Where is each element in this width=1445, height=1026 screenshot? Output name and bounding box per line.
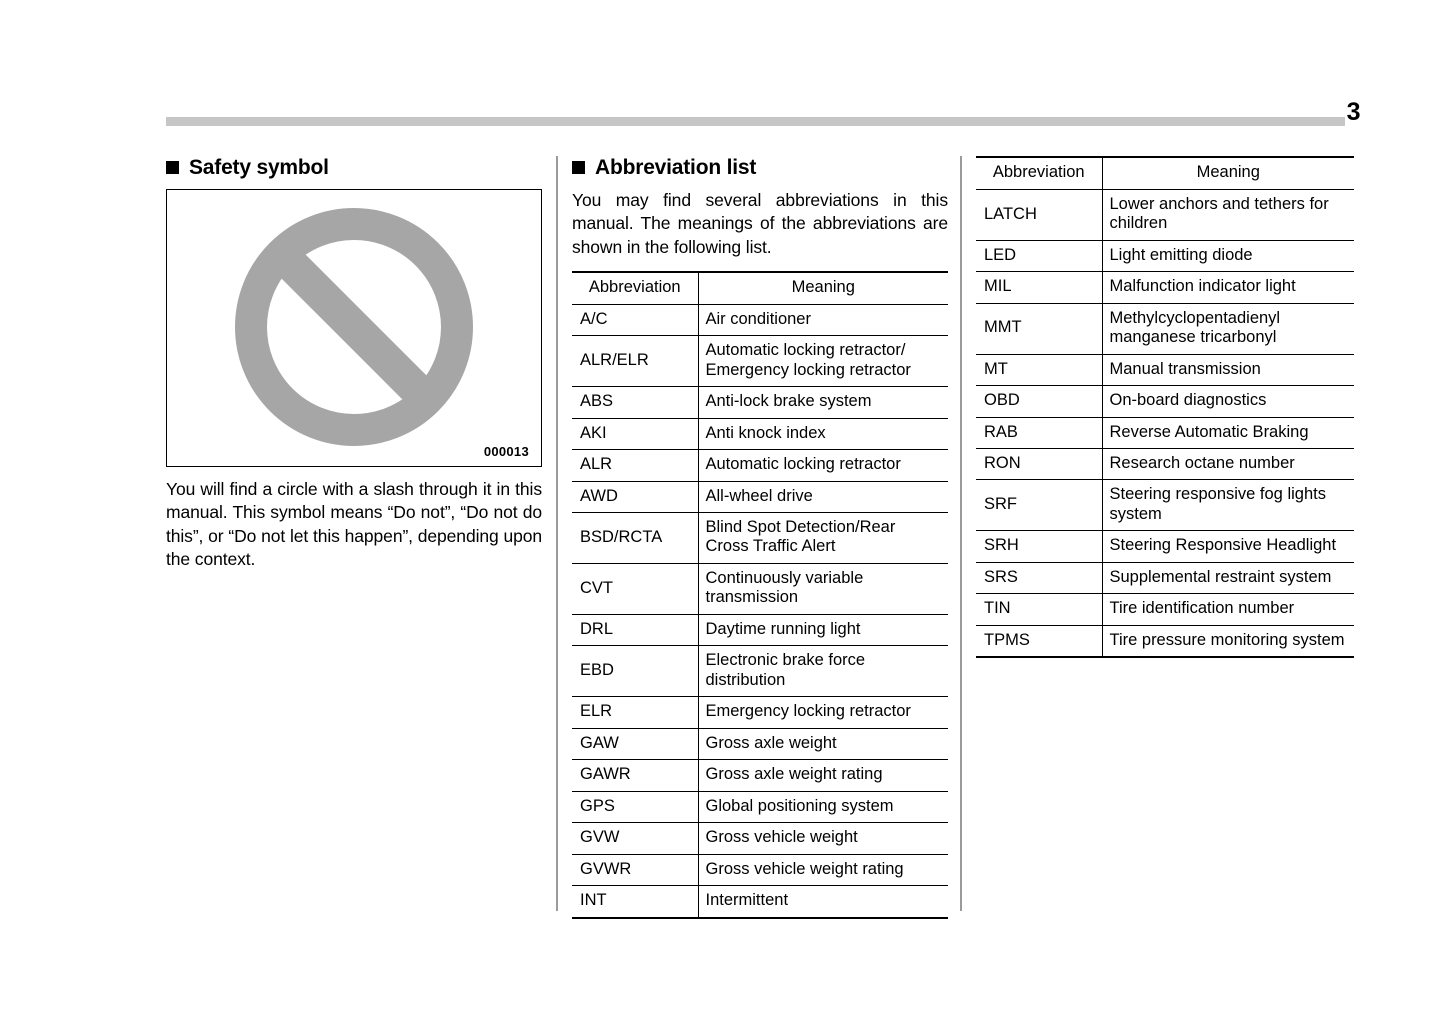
cell-abbreviation: RAB	[976, 417, 1102, 448]
cell-abbreviation: TIN	[976, 594, 1102, 625]
abbreviation-table-middle	[572, 271, 948, 919]
column-divider-right	[960, 156, 962, 911]
cell-abbreviation: MMT	[976, 303, 1102, 354]
section-heading-label: Safety symbol	[189, 156, 329, 179]
cell-abbreviation: LATCH	[976, 189, 1102, 240]
cell-abbreviation: DRL	[572, 614, 698, 645]
cell-meaning: Automatic locking retractor	[698, 450, 948, 481]
table-row	[572, 646, 948, 697]
cell-abbreviation: ELR	[572, 697, 698, 728]
table-row	[572, 614, 948, 645]
cell-meaning: Intermittent	[698, 886, 948, 918]
table-row	[976, 272, 1354, 303]
cell-meaning: Steering Responsive Headlight	[1102, 531, 1354, 562]
table-row	[572, 760, 948, 791]
cell-meaning: Blind Spot Detection/Rear Cross Traffic Alert	[698, 512, 948, 563]
table-header	[976, 157, 1354, 189]
cell-abbreviation: GVWR	[572, 854, 698, 885]
table-row	[572, 387, 948, 418]
cell-abbreviation: GVW	[572, 823, 698, 854]
column-header-abbreviation: Abbreviation	[976, 157, 1102, 189]
table-row	[572, 450, 948, 481]
cell-abbreviation: SRH	[976, 531, 1102, 562]
table-row	[572, 512, 948, 563]
cell-meaning: Steering responsive fog lights system	[1102, 480, 1354, 531]
abbreviation-table-right	[976, 156, 1354, 658]
cell-meaning: Supplemental restraint system	[1102, 562, 1354, 593]
cell-meaning: Methylcyclopentadienyl manganese tricarbonyl	[1102, 303, 1354, 354]
cell-abbreviation: GAW	[572, 728, 698, 759]
section-heading-safety-symbol	[166, 156, 542, 179]
section-heading-abbreviation-list	[572, 156, 948, 179]
table-row	[572, 418, 948, 449]
cell-abbreviation: MT	[976, 354, 1102, 385]
table-row	[572, 791, 948, 822]
page-number: 3	[1346, 98, 1360, 126]
cell-meaning: Anti-lock brake system	[698, 387, 948, 418]
cell-meaning: Research octane number	[1102, 449, 1354, 480]
table-row	[976, 240, 1354, 271]
cell-abbreviation: A/C	[572, 304, 698, 335]
cell-meaning: Global positioning system	[698, 791, 948, 822]
cell-meaning: Tire identification number	[1102, 594, 1354, 625]
table-row	[572, 304, 948, 335]
cell-meaning: Gross vehicle weight	[698, 823, 948, 854]
cell-abbreviation: BSD/RCTA	[572, 512, 698, 563]
cell-abbreviation: GPS	[572, 791, 698, 822]
cell-meaning: Manual transmission	[1102, 354, 1354, 385]
table-row	[572, 697, 948, 728]
cell-abbreviation: AKI	[572, 418, 698, 449]
right-column	[976, 156, 1354, 658]
cell-abbreviation: AWD	[572, 481, 698, 512]
cell-abbreviation: LED	[976, 240, 1102, 271]
table-row	[976, 449, 1354, 480]
table-row	[572, 823, 948, 854]
cell-abbreviation: INT	[572, 886, 698, 918]
table-header-row	[976, 157, 1354, 189]
cell-abbreviation: SRF	[976, 480, 1102, 531]
table-row	[976, 417, 1354, 448]
cell-meaning: Electronic brake force distribution	[698, 646, 948, 697]
table-row	[976, 562, 1354, 593]
cell-meaning: All-wheel drive	[698, 481, 948, 512]
cell-meaning: On-board diagnostics	[1102, 386, 1354, 417]
table-row	[572, 728, 948, 759]
table-row	[976, 386, 1354, 417]
cell-abbreviation: CVT	[572, 563, 698, 614]
cell-abbreviation: ALR/ELR	[572, 336, 698, 387]
cell-meaning: Automatic locking retractor/ Emergency locking retractor	[698, 336, 948, 387]
cell-meaning: Light emitting diode	[1102, 240, 1354, 271]
safety-symbol-description: You will find a circle with a slash through it in this manual. This symbol means “Do not”, “Do not do this”, or “Do not let this happen”, depending upon the context.	[166, 479, 542, 569]
cell-meaning: Air conditioner	[698, 304, 948, 335]
cell-meaning: Anti knock index	[698, 418, 948, 449]
table-row	[976, 189, 1354, 240]
table-row	[976, 531, 1354, 562]
table-row	[976, 480, 1354, 531]
middle-column	[572, 156, 948, 919]
table-body	[572, 304, 948, 917]
table-row	[572, 481, 948, 512]
cell-abbreviation: SRS	[976, 562, 1102, 593]
cell-meaning: Daytime running light	[698, 614, 948, 645]
bullet-square-icon	[572, 161, 585, 174]
safety-symbol-figure	[166, 189, 542, 467]
table-row	[572, 336, 948, 387]
table-row	[572, 854, 948, 885]
cell-meaning: Continuously variable transmission	[698, 563, 948, 614]
cell-meaning: Gross vehicle weight rating	[698, 854, 948, 885]
prohibition-circle-slash-icon	[229, 202, 479, 452]
cell-abbreviation: TPMS	[976, 625, 1102, 657]
cell-abbreviation: ALR	[572, 450, 698, 481]
table-body	[976, 189, 1354, 657]
cell-meaning: Lower anchors and tethers for children	[1102, 189, 1354, 240]
column-header-meaning: Meaning	[698, 272, 948, 304]
section-heading-label: Abbreviation list	[595, 156, 757, 179]
bullet-square-icon	[166, 161, 179, 174]
cell-meaning: Malfunction indicator light	[1102, 272, 1354, 303]
table-row	[976, 594, 1354, 625]
cell-meaning: Gross axle weight rating	[698, 760, 948, 791]
cell-abbreviation: RON	[976, 449, 1102, 480]
cell-abbreviation: ABS	[572, 387, 698, 418]
column-header-meaning: Meaning	[1102, 157, 1354, 189]
cell-meaning: Tire pressure monitoring system	[1102, 625, 1354, 657]
abbreviation-list-intro: You may find several abbreviations in this manual. The meanings of the abbreviations are shown in the following list.	[572, 190, 948, 257]
cell-abbreviation: GAWR	[572, 760, 698, 791]
left-column	[166, 156, 542, 571]
page-header-rule	[166, 117, 1345, 126]
cell-meaning: Gross axle weight	[698, 728, 948, 759]
table-header-row	[572, 272, 948, 304]
cell-abbreviation: OBD	[976, 386, 1102, 417]
table-row	[976, 303, 1354, 354]
table-row	[572, 886, 948, 918]
cell-abbreviation: EBD	[572, 646, 698, 697]
table-row	[976, 625, 1354, 657]
column-divider-left	[556, 156, 558, 911]
cell-meaning: Emergency locking retractor	[698, 697, 948, 728]
column-header-abbreviation: Abbreviation	[572, 272, 698, 304]
table-row	[976, 354, 1354, 385]
table-row	[572, 563, 948, 614]
table-header	[572, 272, 948, 304]
cell-meaning: Reverse Automatic Braking	[1102, 417, 1354, 448]
figure-id-label: 000013	[483, 444, 529, 460]
cell-abbreviation: MIL	[976, 272, 1102, 303]
